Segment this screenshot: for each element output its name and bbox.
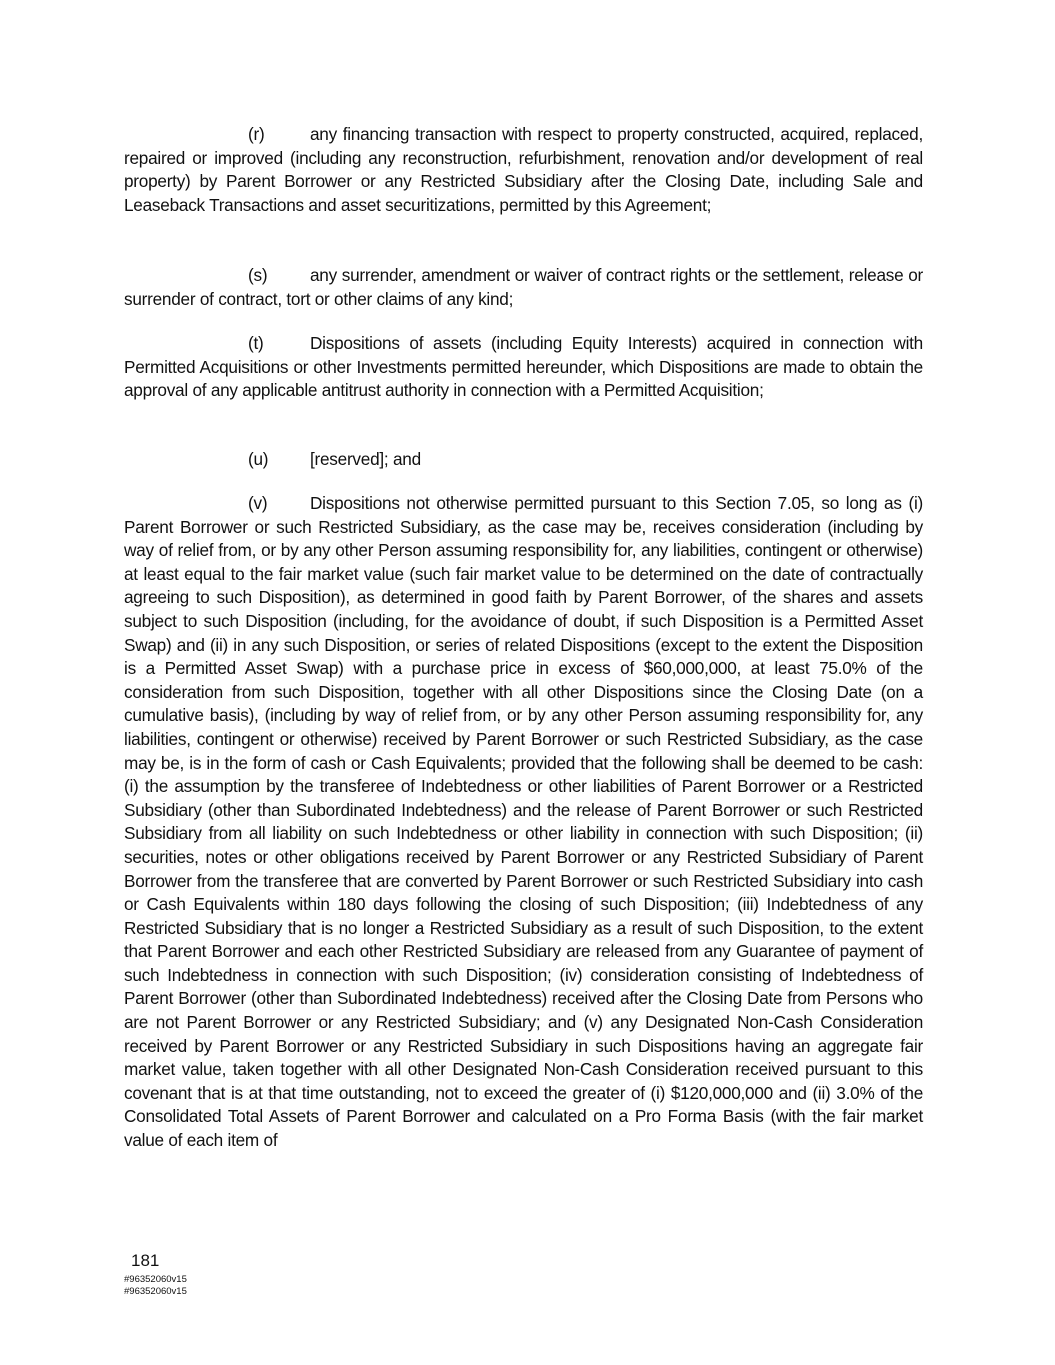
paragraph-t (124, 332, 923, 403)
paragraph-label-v: (v) (248, 493, 268, 513)
paragraph-label-s: (s) (248, 265, 268, 285)
paragraph-text-u: [reserved]; and (310, 449, 421, 469)
paragraph-text-s: any surrender, amendment or waiver of contract rights or the settlement, release or surrender of contract, tort or other claims of any kind; (124, 265, 923, 309)
paragraph-label-r: (r) (248, 124, 265, 144)
paragraph-s (124, 264, 923, 311)
paragraph-label-u: (u) (248, 449, 269, 469)
page-number: 181 (131, 1251, 160, 1270)
paragraph-text-r: any financing transaction with respect to property constructed, acquired, replaced, repaired or improved (including any reconstruction, refurbishment, renovation and/or development of real property) by Parent Borrower or any Restricted Subsidiary after the Closing Date, including Sale and Leaseback Transactions and asset securitizations, permitted by this Agreement; (124, 124, 923, 215)
document-id: #96352060v15 (124, 1274, 187, 1285)
paragraph-r (124, 123, 923, 217)
paragraph-v (124, 492, 923, 1153)
paragraph-u (124, 448, 923, 472)
paragraph-text-v: Dispositions not otherwise permitted pursuant to this Section 7.05, so long as (i) Parent Borrower or such Restricted Subsidiary, as the case may be, receives consideration (including by way of relief from, or by any other Person assuming responsibility for, any liabilities, contingent or otherwise) at least equal to the fair market value (such fair market value to be determined on the date of contractually agreeing to such Disposition), as determined in good faith by Parent Borrower, of the shares and assets subject to such Disposition (including, for the avoidance of doubt, if such Disposition is a Permitted Asset Swap) and (ii) in any such Disposition, or series of related Dispositions (except to the extent the Disposition is a Permitted Asset Swap) with a purchase price in excess of $60,000,000, at least 75.0% of the consideration from such Disposition, together with all other Dispositions since the Closing Date (on a cumulative basis), (including by way of relief from, or by any other Person assuming responsibility for, any liabilities, contingent or otherwise) received by Parent Borrower or such Restricted Subsidiary, as the case may be, is in the form of cash or Cash Equivalents; provided that the following shall be deemed to be cash: (i) the assumption by the transferee of Indebtedness or other liabilities of Parent Borrower or a Restricted Subsidiary (other than Subordinated Indebtedness) and the release of Parent Borrower or such Restricted Subsidiary from all liability on such Indebtedness or other liability in connection with such Disposition; (ii) securities, notes or other obligations received by Parent Borrower or any Restricted Subsidiary of Parent Borrower from the transferee that are converted by Parent Borrower or such Restricted Subsidiary into cash or Cash Equivalents within 180 days following the closing of such Disposition; (iii) Indebtedness of any Restricted Subsidiary that is no longer a Restricted Subsidiary as a result of such Disposition, to the extent that Parent Borrower and each other Restricted Subsidiary are released from any Guarantee of payment of such Indebtedness in connection with such Disposition; (iv) consideration consisting of Indebtedness of Parent Borrower (other than Subordinated Indebtedness) received after the Closing Date from Persons who are not Parent Borrower or any Restricted Subsidiary; and (v) any Designated Non-Cash Consideration received by Parent Borrower or any Restricted Subsidiary in such Dispositions having an aggregate fair market value, taken together with all other Designated Non-Cash Consideration received pursuant to this covenant that is at that time outstanding, not to exceed the greater of (i) $120,000,000 and (ii) 3.0% of the Consolidated Total Assets of Parent Borrower and calculated on a Pro Forma Basis (with the fair market value of each item of (124, 493, 923, 1151)
document-id-duplicate: #96352060v15 (124, 1286, 187, 1297)
paragraph-label-t: (t) (248, 333, 264, 353)
paragraph-text-t: Dispositions of assets (including Equity Interests) acquired in connection with Permitted Acquisitions or other Investments permitted hereunder, which Dispositions are made to obtain the approval of any applicable antitrust authority in connection with a Permitted Acquisition; (124, 333, 923, 401)
